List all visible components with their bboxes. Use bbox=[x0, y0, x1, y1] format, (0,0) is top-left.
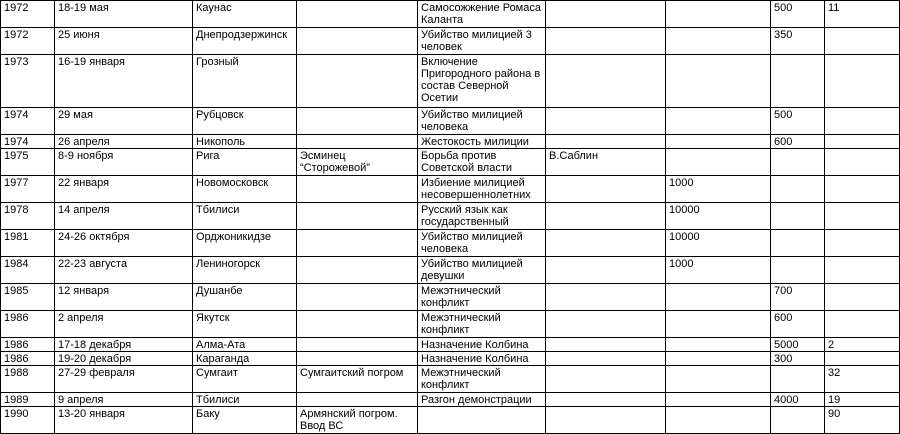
date-cell: 13-20 января bbox=[55, 407, 193, 434]
cause-cell: Избиение милицией несовершеннолетних bbox=[418, 176, 546, 203]
participants-cell bbox=[771, 257, 825, 284]
date-cell: 18-19 мая bbox=[55, 1, 193, 28]
participants-cell: 500 bbox=[771, 1, 825, 28]
leader-cell bbox=[546, 230, 666, 257]
cause-cell bbox=[418, 407, 546, 434]
city-cell: Никополь bbox=[193, 135, 297, 149]
participants-cell bbox=[771, 55, 825, 108]
table-row bbox=[1, 149, 900, 176]
year-cell: 1981 bbox=[1, 230, 55, 257]
cause-cell: Убийство милицией 3 человек bbox=[418, 28, 546, 55]
event-cell bbox=[297, 338, 418, 352]
participants-cell: 350 bbox=[771, 28, 825, 55]
date-cell: 29 мая bbox=[55, 108, 193, 135]
participants-cell: 300 bbox=[771, 352, 825, 366]
year-cell: 1975 bbox=[1, 149, 55, 176]
date-cell: 26 апреля bbox=[55, 135, 193, 149]
table-row bbox=[1, 28, 900, 55]
killed-cell: 19 bbox=[825, 393, 900, 407]
leader-cell bbox=[546, 257, 666, 284]
count-alt-cell bbox=[666, 108, 771, 135]
event-cell: Сумгаитский погром bbox=[297, 366, 418, 393]
participants-cell bbox=[771, 203, 825, 230]
year-cell: 1974 bbox=[1, 135, 55, 149]
city-cell: Орджоникидзе bbox=[193, 230, 297, 257]
date-cell: 9 апреля bbox=[55, 393, 193, 407]
city-cell: Каунас bbox=[193, 1, 297, 28]
cause-cell: Самосожжение Ромаса Каланта bbox=[418, 1, 546, 28]
count-alt-cell: 10000 bbox=[666, 230, 771, 257]
table-row bbox=[1, 352, 900, 366]
count-alt-cell bbox=[666, 28, 771, 55]
city-cell: Душанбе bbox=[193, 284, 297, 311]
participants-cell bbox=[771, 176, 825, 203]
participants-cell: 5000 bbox=[771, 338, 825, 352]
date-cell: 12 января bbox=[55, 284, 193, 311]
date-cell: 25 июня bbox=[55, 28, 193, 55]
year-cell: 1973 bbox=[1, 55, 55, 108]
table-body bbox=[1, 1, 900, 434]
leader-cell bbox=[546, 338, 666, 352]
year-cell: 1977 bbox=[1, 176, 55, 203]
cause-cell: Назначение Колбина bbox=[418, 338, 546, 352]
count-alt-cell bbox=[666, 407, 771, 434]
table-row bbox=[1, 108, 900, 135]
leader-cell bbox=[546, 176, 666, 203]
participants-cell bbox=[771, 230, 825, 257]
event-cell bbox=[297, 1, 418, 28]
table-row bbox=[1, 230, 900, 257]
table-row bbox=[1, 338, 900, 352]
cause-cell: Межэтнический конфликт bbox=[418, 311, 546, 338]
date-cell: 27-29 февраля bbox=[55, 366, 193, 393]
count-alt-cell bbox=[666, 149, 771, 176]
cause-cell: Убийство милицией человека bbox=[418, 230, 546, 257]
cause-cell: Убийство милицией девушки bbox=[418, 257, 546, 284]
killed-cell bbox=[825, 257, 900, 284]
count-alt-cell bbox=[666, 311, 771, 338]
killed-cell bbox=[825, 135, 900, 149]
cause-cell: Борьба против Советской власти bbox=[418, 149, 546, 176]
killed-cell bbox=[825, 28, 900, 55]
city-cell: Тбилиси bbox=[193, 393, 297, 407]
leader-cell bbox=[546, 1, 666, 28]
killed-cell bbox=[825, 149, 900, 176]
year-cell: 1988 bbox=[1, 366, 55, 393]
count-alt-cell bbox=[666, 352, 771, 366]
killed-cell: 90 bbox=[825, 407, 900, 434]
event-cell bbox=[297, 311, 418, 338]
killed-cell bbox=[825, 203, 900, 230]
killed-cell bbox=[825, 176, 900, 203]
leader-cell bbox=[546, 352, 666, 366]
count-alt-cell bbox=[666, 393, 771, 407]
leader-cell bbox=[546, 366, 666, 393]
table-row bbox=[1, 135, 900, 149]
killed-cell bbox=[825, 352, 900, 366]
cause-cell: Включение Пригородного района в состав Северной Осетии bbox=[418, 55, 546, 108]
table-row bbox=[1, 1, 900, 28]
killed-cell bbox=[825, 108, 900, 135]
year-cell: 1989 bbox=[1, 393, 55, 407]
date-cell: 16-19 января bbox=[55, 55, 193, 108]
year-cell: 1972 bbox=[1, 28, 55, 55]
killed-cell bbox=[825, 311, 900, 338]
city-cell: Баку bbox=[193, 407, 297, 434]
participants-cell: 600 bbox=[771, 135, 825, 149]
leader-cell: В.Саблин bbox=[546, 149, 666, 176]
city-cell: Якутск bbox=[193, 311, 297, 338]
count-alt-cell bbox=[666, 284, 771, 311]
event-cell bbox=[297, 28, 418, 55]
date-cell: 8-9 ноября bbox=[55, 149, 193, 176]
participants-cell: 500 bbox=[771, 108, 825, 135]
year-cell: 1986 bbox=[1, 311, 55, 338]
event-cell: Армянский погром. Ввод ВС bbox=[297, 407, 418, 434]
event-cell bbox=[297, 352, 418, 366]
leader-cell bbox=[546, 108, 666, 135]
cause-cell: Разгон демонстрации bbox=[418, 393, 546, 407]
leader-cell bbox=[546, 55, 666, 108]
city-cell: Сумгаит bbox=[193, 366, 297, 393]
date-cell: 22-23 августа bbox=[55, 257, 193, 284]
count-alt-cell bbox=[666, 366, 771, 393]
table-row bbox=[1, 176, 900, 203]
table-row bbox=[1, 311, 900, 338]
year-cell: 1974 bbox=[1, 108, 55, 135]
table-row bbox=[1, 203, 900, 230]
year-cell: 1986 bbox=[1, 338, 55, 352]
city-cell: Караганда bbox=[193, 352, 297, 366]
event-cell bbox=[297, 284, 418, 311]
table-row bbox=[1, 257, 900, 284]
table-row bbox=[1, 407, 900, 434]
event-cell bbox=[297, 135, 418, 149]
count-alt-cell bbox=[666, 1, 771, 28]
killed-cell: 11 bbox=[825, 1, 900, 28]
year-cell: 1986 bbox=[1, 352, 55, 366]
participants-cell bbox=[771, 407, 825, 434]
event-cell bbox=[297, 55, 418, 108]
date-cell: 17-18 декабря bbox=[55, 338, 193, 352]
table-row bbox=[1, 284, 900, 311]
event-cell bbox=[297, 230, 418, 257]
cause-cell: Межэтнический конфликт bbox=[418, 366, 546, 393]
participants-cell: 700 bbox=[771, 284, 825, 311]
leader-cell bbox=[546, 393, 666, 407]
participants-cell: 600 bbox=[771, 311, 825, 338]
count-alt-cell bbox=[666, 135, 771, 149]
city-cell: Днепродзержинск bbox=[193, 28, 297, 55]
killed-cell bbox=[825, 55, 900, 108]
leader-cell bbox=[546, 135, 666, 149]
leader-cell bbox=[546, 203, 666, 230]
table-row bbox=[1, 366, 900, 393]
event-cell bbox=[297, 393, 418, 407]
killed-cell bbox=[825, 230, 900, 257]
participants-cell bbox=[771, 366, 825, 393]
leader-cell bbox=[546, 28, 666, 55]
table-row bbox=[1, 393, 900, 407]
city-cell: Алма-Ата bbox=[193, 338, 297, 352]
city-cell: Тбилиси bbox=[193, 203, 297, 230]
killed-cell bbox=[825, 284, 900, 311]
city-cell: Рубцовск bbox=[193, 108, 297, 135]
date-cell: 24-26 октября bbox=[55, 230, 193, 257]
event-cell bbox=[297, 176, 418, 203]
count-alt-cell: 1000 bbox=[666, 257, 771, 284]
participants-cell bbox=[771, 149, 825, 176]
year-cell: 1985 bbox=[1, 284, 55, 311]
date-cell: 14 апреля bbox=[55, 203, 193, 230]
cause-cell: Убийство милицией человека bbox=[418, 108, 546, 135]
date-cell: 22 января bbox=[55, 176, 193, 203]
city-cell: Рига bbox=[193, 149, 297, 176]
leader-cell bbox=[546, 311, 666, 338]
cause-cell: Назначение Колбина bbox=[418, 352, 546, 366]
count-alt-cell: 10000 bbox=[666, 203, 771, 230]
count-alt-cell bbox=[666, 55, 771, 108]
leader-cell bbox=[546, 284, 666, 311]
cause-cell: Жестокость милиции bbox=[418, 135, 546, 149]
year-cell: 1990 bbox=[1, 407, 55, 434]
count-alt-cell: 1000 bbox=[666, 176, 771, 203]
date-cell: 19-20 декабря bbox=[55, 352, 193, 366]
year-cell: 1984 bbox=[1, 257, 55, 284]
event-cell: Эсминец “Сторожевой” bbox=[297, 149, 418, 176]
year-cell: 1972 bbox=[1, 1, 55, 28]
leader-cell bbox=[546, 407, 666, 434]
killed-cell: 2 bbox=[825, 338, 900, 352]
participants-cell: 4000 bbox=[771, 393, 825, 407]
year-cell: 1978 bbox=[1, 203, 55, 230]
cause-cell: Русский язык как государственный bbox=[418, 203, 546, 230]
city-cell: Грозный bbox=[193, 55, 297, 108]
table-row bbox=[1, 55, 900, 108]
event-cell bbox=[297, 203, 418, 230]
event-cell bbox=[297, 108, 418, 135]
cause-cell: Межэтнический конфликт bbox=[418, 284, 546, 311]
city-cell: Новомосковск bbox=[193, 176, 297, 203]
killed-cell: 32 bbox=[825, 366, 900, 393]
date-cell: 2 апреля bbox=[55, 311, 193, 338]
event-cell bbox=[297, 257, 418, 284]
count-alt-cell bbox=[666, 338, 771, 352]
city-cell: Лениногорск bbox=[193, 257, 297, 284]
